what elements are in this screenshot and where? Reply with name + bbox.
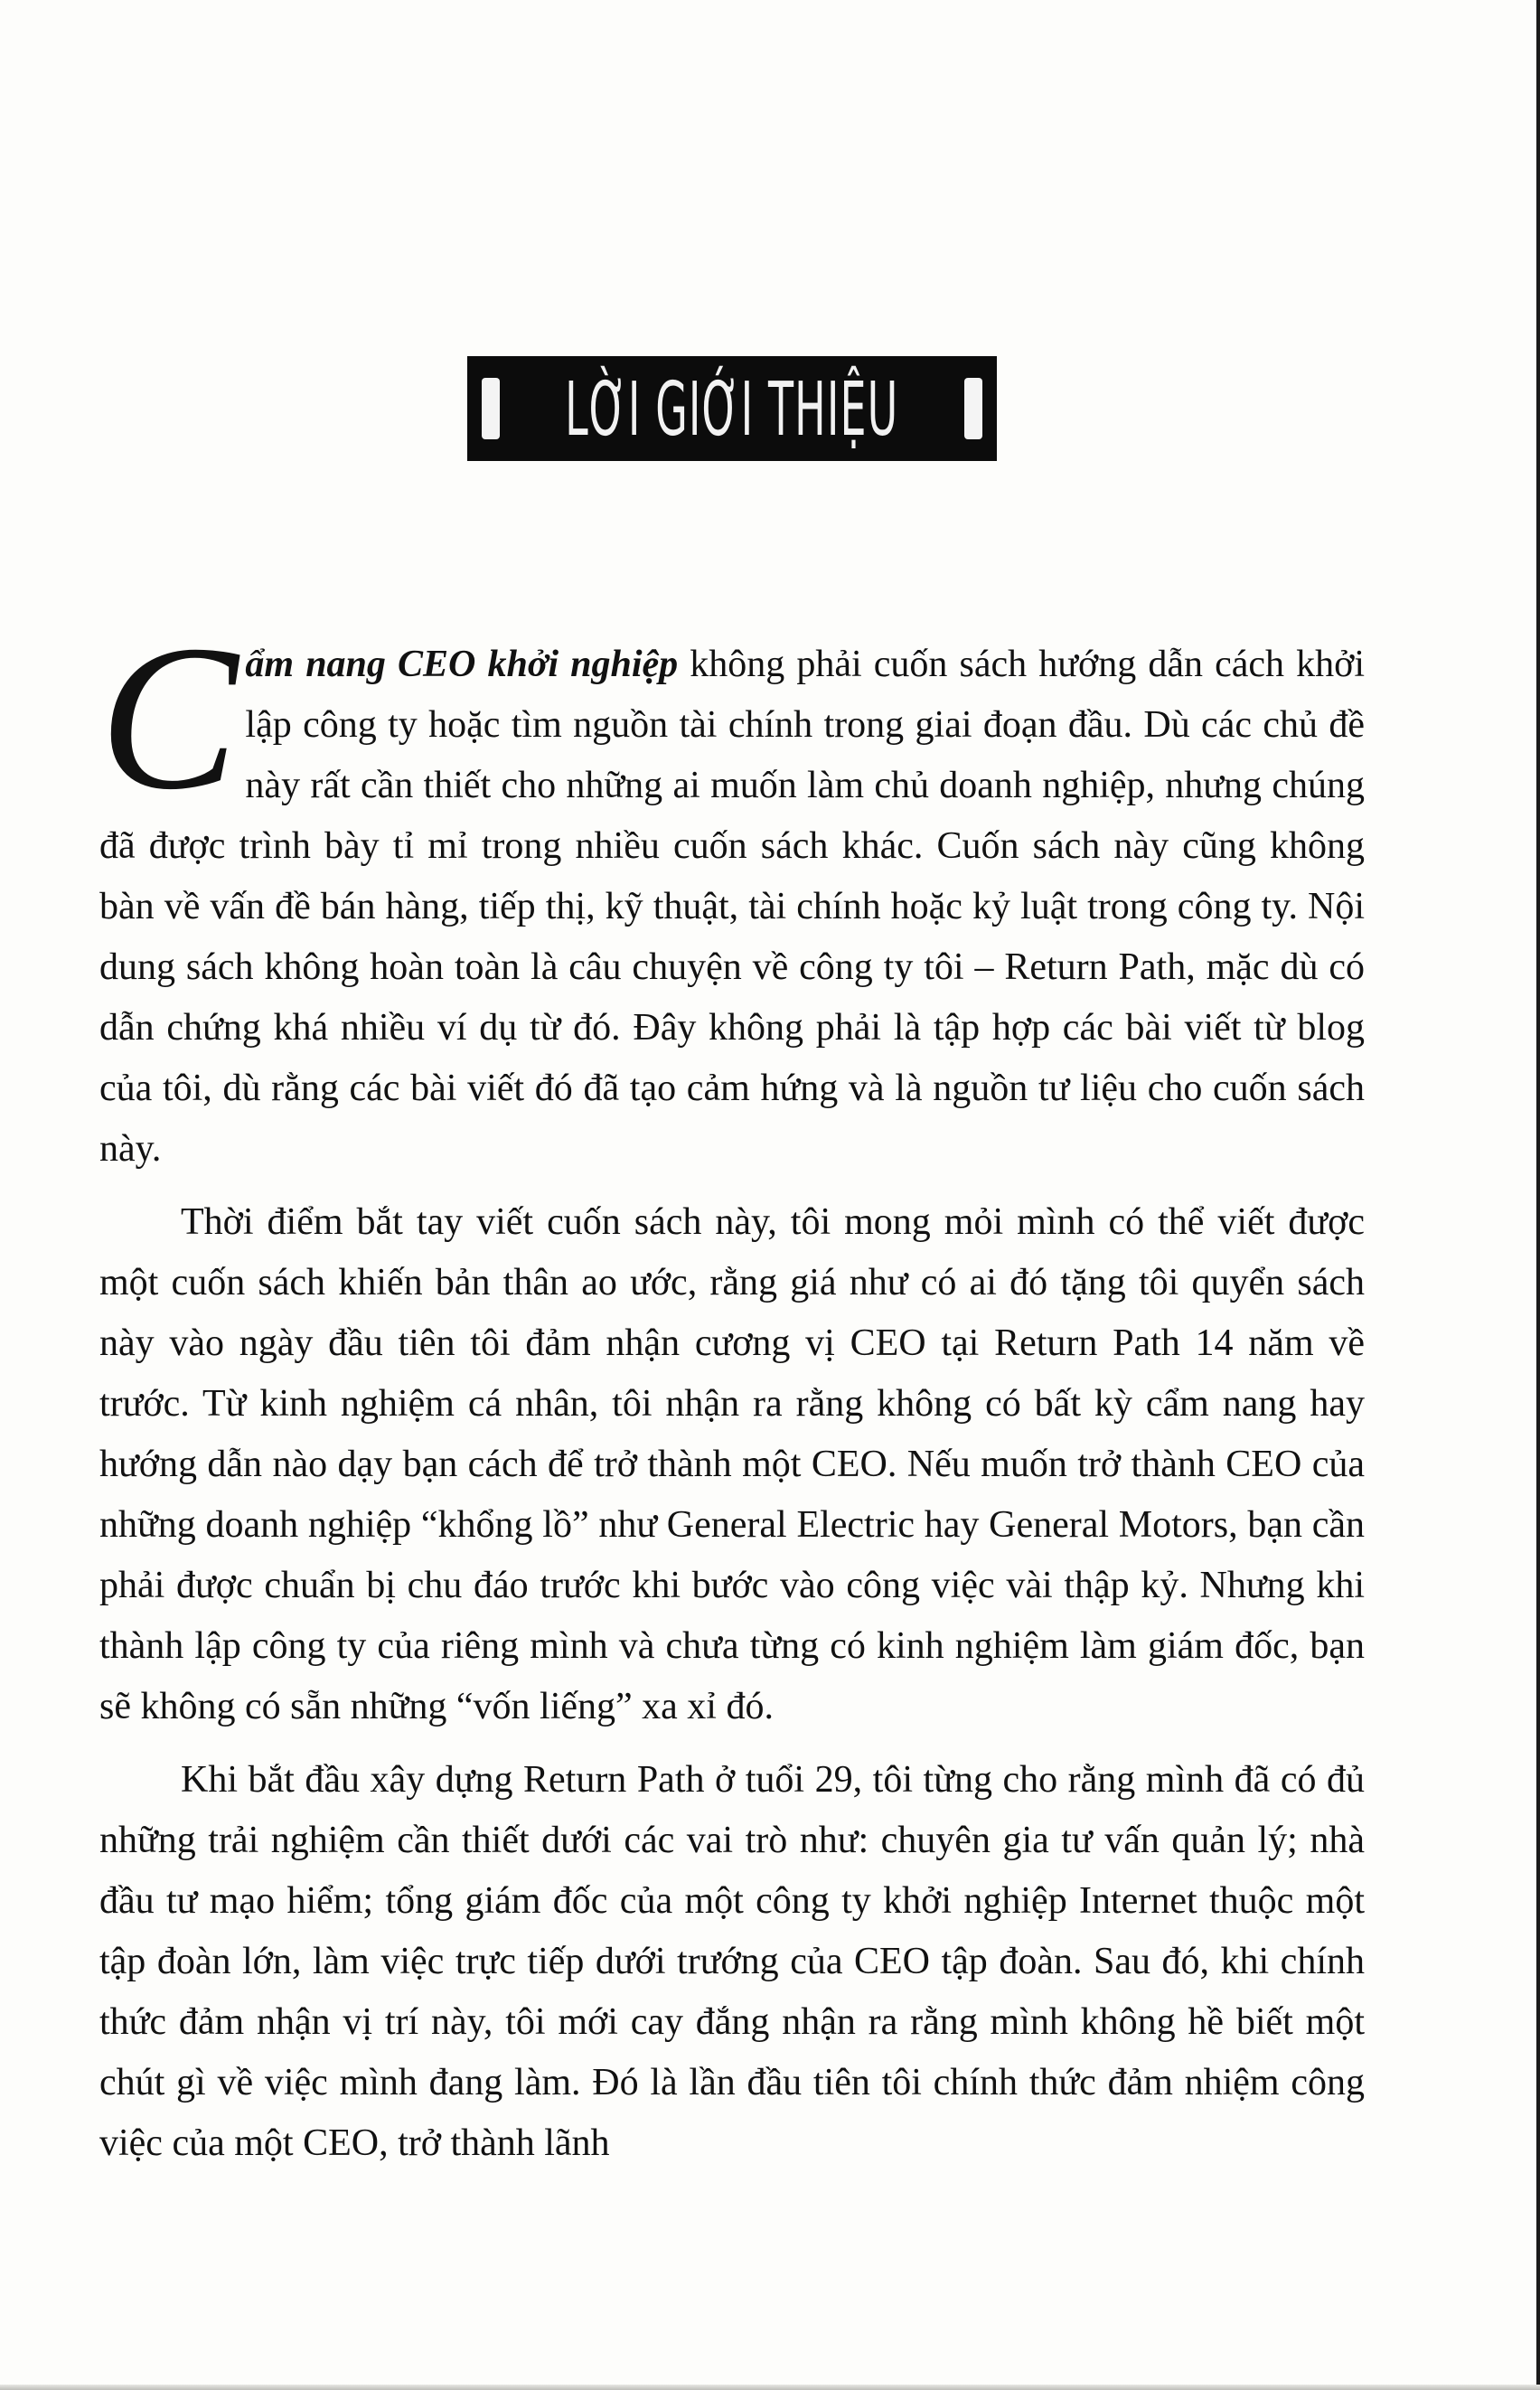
paragraph-1-body: không phải cuốn sách hướng dẫn cách khởi lập công ty hoặc tìm nguồn tài chính trong giai đoạn đầu. Dù các chủ đề này rất cần thiết cho những ai muốn làm chủ doanh nghiệp, nhưng chúng đã được trình bày tỉ mỉ trong nhiều cuốn sách khác. Cuốn sách này cũng không bàn về vấn đề bán hàng, tiếp thị, kỹ thuật, tài chính hoặc kỷ luật trong công ty. Nội dung sách không hoàn toàn là câu chuyện về công ty tôi – Return Path, mặc dù có dẫn chứng khá nhiều ví dụ từ đó. Đây không phải là tập hợp các bài viết từ blog của tôi, dù rằng các bài viết đó đã tạo cảm hứng và là nguồn tư liệu cho cuốn sách này. [99,644,1365,1170]
page-edge [1536,0,1540,2390]
chapter-title: LỜI GIỚI THIỆU [565,367,899,453]
paragraph-3: Khi bắt đầu xây dựng Return Path ở tuổi 29, tôi từng cho rằng mình đã có đủ những trải nghiệm cần thiết dưới các vai trò như: chuyên gia tư vấn quản lý; nhà đầu tư mạo hiểm; tổng giám đốc của một công ty khởi nghiệp Internet thuộc một tập đoàn lớn, làm việc trực tiếp dưới trướng của CEO tập đoàn. Sau đó, khi chính thức đảm nhận vị trí này, tôi mới cay đắng nhận ra rằng mình không hề biết một chút gì về việc mình đang làm. Đó là lần đầu tiên tôi chính thức đảm nhiệm công việc của một CEO, trở thành lãnh [99,1759,1365,2164]
chapter-title-band [467,356,997,461]
paragraph-2: Thời điểm bắt tay viết cuốn sách này, tôi mong mỏi mình có thể viết được một cuốn sách khiến bản thân ao ước, rằng giá như có ai đó tặng tôi quyển sách này vào ngày đầu tiên tôi đảm nhận cương vị CEO tại Return Path 14 năm về trước. Từ kinh nghiệm cá nhân, tôi nhận ra rằng không có bất kỳ cẩm nang hay hướng dẫn nào dạy bạn cách để trở thành một CEO. Nếu muốn trở thành CEO của những doanh nghiệp “khổng lồ” như General Electric hay General Motors, bạn cần phải được chuẩn bị chu đáo trước khi bước vào công việc vài thập kỷ. Nhưng khi thành lập công ty của riêng mình và chưa từng có kinh nghiệm làm giám đốc, bạn sẽ không có sẵn những “vốn liếng” xa xỉ đó. [99,1201,1365,1727]
body-text [99,602,1365,2174]
drop-cap: C [99,602,239,833]
book-title: ẩm nang CEO khởi nghiệp [245,644,679,685]
title-band-right-cap [964,378,982,439]
title-band-left-cap [482,378,500,439]
paragraph-1 [99,602,1365,1180]
page-bottom-edge [0,2385,1540,2390]
